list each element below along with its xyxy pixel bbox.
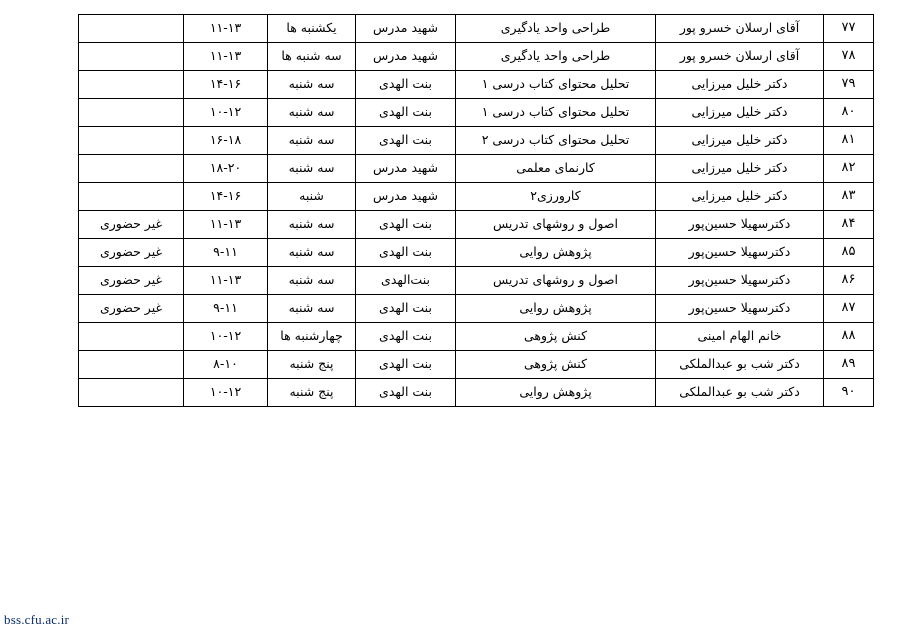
cell-time: ۱۴-۱۶ — [184, 183, 268, 211]
cell-teacher: دکتر خلیل میرزایی — [656, 127, 824, 155]
cell-place: بنت الهدی — [356, 351, 456, 379]
cell-course: پژوهش روایی — [456, 239, 656, 267]
cell-note: غیر حضوری — [79, 295, 184, 323]
table-row — [79, 127, 874, 155]
cell-place: شهید مدرس — [356, 15, 456, 43]
cell-place: بنت الهدی — [356, 211, 456, 239]
cell-course: کارورزی۲ — [456, 183, 656, 211]
cell-time: ۱۸-۲۰ — [184, 155, 268, 183]
cell-teacher: دکتر شب بو عبدالملکی — [656, 379, 824, 407]
table-row — [79, 15, 874, 43]
cell-teacher: دکترسهیلا حسین‌پور — [656, 211, 824, 239]
cell-row: ۹۰ — [824, 379, 874, 407]
cell-day: سه شنبه — [268, 239, 356, 267]
cell-place: بنت الهدی — [356, 323, 456, 351]
cell-note — [79, 99, 184, 127]
table-row — [79, 239, 874, 267]
cell-place: بنت الهدی — [356, 127, 456, 155]
table-row — [79, 99, 874, 127]
cell-day: پنج شنبه — [268, 351, 356, 379]
cell-note: غیر حضوری — [79, 211, 184, 239]
cell-note — [79, 155, 184, 183]
cell-course: تحلیل محتوای کتاب درسی ۱ — [456, 71, 656, 99]
cell-time: ۱۱-۱۳ — [184, 43, 268, 71]
cell-teacher: دکتر خلیل میرزایی — [656, 155, 824, 183]
cell-time: ۱۱-۱۳ — [184, 15, 268, 43]
cell-course: طراحی واحد یادگیری — [456, 43, 656, 71]
cell-note: غیر حضوری — [79, 239, 184, 267]
cell-place: بنت‌الهدی — [356, 267, 456, 295]
cell-place: شهید مدرس — [356, 183, 456, 211]
cell-row: ۸۳ — [824, 183, 874, 211]
cell-day: سه شنبه — [268, 267, 356, 295]
table-row — [79, 71, 874, 99]
cell-note — [79, 183, 184, 211]
table-row — [79, 183, 874, 211]
cell-day: شنبه — [268, 183, 356, 211]
cell-day: سه شنبه ها — [268, 43, 356, 71]
cell-note: غیر حضوری — [79, 267, 184, 295]
cell-teacher: دکترسهیلا حسین‌پور — [656, 267, 824, 295]
cell-time: ۹-۱۱ — [184, 239, 268, 267]
cell-time: ۱۶-۱۸ — [184, 127, 268, 155]
cell-row: ۷۸ — [824, 43, 874, 71]
cell-course: تحلیل محتوای کتاب درسی ۱ — [456, 99, 656, 127]
table-row — [79, 155, 874, 183]
cell-note — [79, 351, 184, 379]
cell-day: سه شنبه — [268, 295, 356, 323]
cell-row: ۸۱ — [824, 127, 874, 155]
cell-time: ۸-۱۰ — [184, 351, 268, 379]
cell-course: طراحی واحد یادگیری — [456, 15, 656, 43]
cell-time: ۱۰-۱۲ — [184, 99, 268, 127]
cell-place: بنت الهدی — [356, 239, 456, 267]
cell-time: ۱۰-۱۲ — [184, 379, 268, 407]
cell-course: پژوهش روایی — [456, 379, 656, 407]
cell-note — [79, 127, 184, 155]
cell-note — [79, 43, 184, 71]
course-schedule-table — [78, 14, 874, 407]
cell-row: ۸۸ — [824, 323, 874, 351]
cell-course: اصول و روشهای تدریس — [456, 211, 656, 239]
cell-course: پژوهش روایی — [456, 295, 656, 323]
cell-note — [79, 15, 184, 43]
cell-place: بنت الهدی — [356, 379, 456, 407]
cell-day: سه شنبه — [268, 71, 356, 99]
cell-row: ۷۹ — [824, 71, 874, 99]
cell-place: شهید مدرس — [356, 155, 456, 183]
cell-row: ۸۵ — [824, 239, 874, 267]
table-row — [79, 43, 874, 71]
cell-row: ۸۴ — [824, 211, 874, 239]
cell-row: ۸۲ — [824, 155, 874, 183]
table-row — [79, 379, 874, 407]
cell-teacher: دکتر خلیل میرزایی — [656, 183, 824, 211]
cell-course: کارنمای معلمی — [456, 155, 656, 183]
cell-row: ۸۶ — [824, 267, 874, 295]
cell-teacher: دکترسهیلا حسین‌پور — [656, 239, 824, 267]
cell-day: چهارشنبه ها — [268, 323, 356, 351]
cell-time: ۱۱-۱۳ — [184, 211, 268, 239]
cell-day: سه شنبه — [268, 127, 356, 155]
cell-teacher: دکتر خلیل میرزایی — [656, 71, 824, 99]
table-row — [79, 323, 874, 351]
cell-time: ۱۱-۱۳ — [184, 267, 268, 295]
cell-teacher: آقای ارسلان خسرو پور — [656, 43, 824, 71]
cell-time: ۱۴-۱۶ — [184, 71, 268, 99]
cell-row: ۸۷ — [824, 295, 874, 323]
cell-day: یکشنبه ها — [268, 15, 356, 43]
table-row — [79, 211, 874, 239]
table-row — [79, 295, 874, 323]
cell-teacher: دکترسهیلا حسین‌پور — [656, 295, 824, 323]
cell-place: شهید مدرس — [356, 43, 456, 71]
table-body — [79, 15, 874, 407]
cell-row: ۸۰ — [824, 99, 874, 127]
cell-day: سه شنبه — [268, 155, 356, 183]
cell-course: اصول و روشهای تدریس — [456, 267, 656, 295]
cell-time: ۱۰-۱۲ — [184, 323, 268, 351]
cell-teacher: آقای ارسلان خسرو پور — [656, 15, 824, 43]
cell-note — [79, 323, 184, 351]
cell-teacher: دکتر شب بو عبدالملکی — [656, 351, 824, 379]
cell-course: تحلیل محتوای کتاب درسی ۲ — [456, 127, 656, 155]
table-row — [79, 351, 874, 379]
cell-course: کنش پژوهی — [456, 351, 656, 379]
cell-note — [79, 71, 184, 99]
cell-time: ۹-۱۱ — [184, 295, 268, 323]
cell-day: سه شنبه — [268, 211, 356, 239]
cell-row: ۸۹ — [824, 351, 874, 379]
cell-note — [79, 379, 184, 407]
footer-url: bss.cfu.ac.ir — [4, 612, 70, 627]
cell-day: پنج شنبه — [268, 379, 356, 407]
cell-row: ۷۷ — [824, 15, 874, 43]
cell-teacher: دکتر خلیل میرزایی — [656, 99, 824, 127]
cell-course: کنش پژوهی — [456, 323, 656, 351]
cell-place: بنت الهدی — [356, 295, 456, 323]
cell-place: بنت الهدی — [356, 99, 456, 127]
cell-day: سه شنبه — [268, 99, 356, 127]
cell-teacher: خانم الهام امینی — [656, 323, 824, 351]
table-row — [79, 267, 874, 295]
cell-place: بنت الهدی — [356, 71, 456, 99]
